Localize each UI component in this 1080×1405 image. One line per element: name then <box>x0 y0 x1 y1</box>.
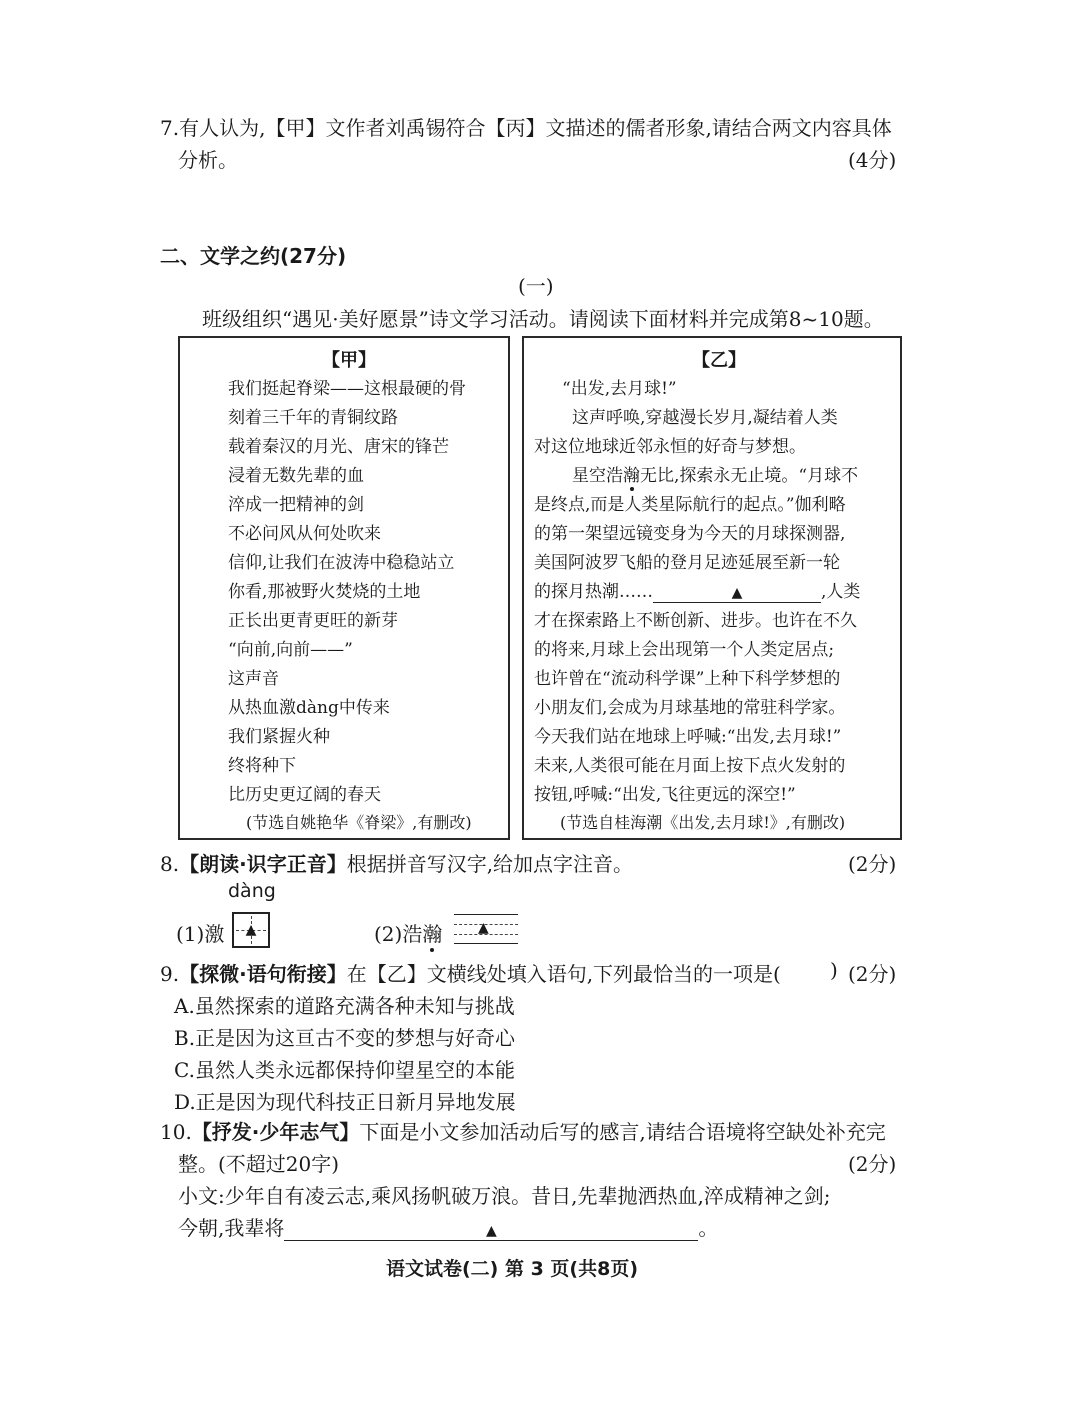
q9-heading <box>160 958 781 987</box>
yi-prose-line: 是终点,而是人类星际航行的起点。”伽利略 <box>534 495 846 515</box>
jia-poem-line: 从热血激dàng中传来 <box>228 698 390 718</box>
jia-poem-line: 我们紧握火种 <box>228 727 330 747</box>
q10-line2: 整。(不超过20字) <box>178 1152 340 1176</box>
q9-score: (2分) <box>848 962 897 986</box>
jia-poem-line: 这声音 <box>228 669 279 689</box>
q10-tag: 【抒发·少年志气】 <box>191 1120 360 1144</box>
jia-poem-line: 信仰,让我们在波涛中稳稳站立 <box>228 553 455 573</box>
jia-source: (节选自姚艳华《脊梁》,有删改) <box>246 813 472 832</box>
yi-prose-line: 才在探索路上不断创新、进步。也许在不久 <box>534 611 857 631</box>
q10-answer-blank[interactable] <box>284 1216 698 1241</box>
jia-poem-line: 淬成一把精神的剑 <box>228 495 364 515</box>
section-title: 二、文学之约(27分) <box>160 244 347 268</box>
q9-option[interactable]: A.虽然探索的道路充满各种未知与挑战 <box>174 994 515 1018</box>
jia-poem-line: 你看,那被野火焚烧的土地 <box>228 582 421 602</box>
jia-poem-line: 我们挺起脊梁——这根最硬的骨 <box>228 379 466 399</box>
jia-poem-line: 终将种下 <box>228 756 296 776</box>
q7-line2: 分析。 <box>178 148 238 172</box>
yi-line-part: 星空浩 <box>572 466 623 486</box>
q10-score: (2分) <box>848 1152 897 1176</box>
q8-item2-prefix: (2)浩 <box>374 922 423 946</box>
q8-pinyin-answer-lines[interactable] <box>454 914 518 944</box>
yi-line-part: 的探月热潮…… <box>534 582 653 602</box>
jia-poem-line: “向前,向前——” <box>228 640 353 660</box>
q9-number: 9. <box>160 962 180 986</box>
yi-box <box>522 336 902 840</box>
q10-line3: 小文:少年自有凌云志,乘风扬帆破万浪。昔日,先辈抛洒热血,淬成精神之剑; <box>178 1184 831 1208</box>
yi-line-part: ,人类 <box>821 582 861 602</box>
yi-answer-blank[interactable] <box>653 582 821 603</box>
yi-prose-line <box>534 577 860 603</box>
q8-pinyin: dàng <box>228 880 276 902</box>
page-footer: 语文试卷(二) 第 3 页(共8页) <box>386 1258 639 1280</box>
yi-prose-line: 小朋友们,会成为月球基地的常驻科学家。 <box>534 698 846 718</box>
q8-item2-dotted-char: 瀚 <box>422 918 442 947</box>
section-intro: 班级组织“遇见·美好愿景”诗文学习活动。请阅读下面材料并完成第8~10题。 <box>202 307 884 331</box>
blank-triangle-icon: ▲ <box>478 920 489 936</box>
q8-item1-label: (1)激 <box>176 922 225 946</box>
yi-title: 【乙】 <box>692 350 746 371</box>
q8-number: 8. <box>160 852 180 876</box>
q10-line4 <box>178 1212 718 1241</box>
jia-poem-line: 载着秦汉的月光、唐宋的锋芒 <box>228 437 449 457</box>
q7-line1: 7.有人认为,【甲】文作者刘禹锡符合【丙】文描述的儒者形象,请结合两文内容具体 <box>160 116 892 140</box>
yi-prose-line: 对这位地球近邻永恒的好奇与梦想。 <box>534 437 806 457</box>
q8-item2-label <box>374 918 442 947</box>
jia-box <box>178 336 510 840</box>
q9-tag: 【探微·语句衔接】 <box>179 962 347 986</box>
jia-poem-line: 比历史更辽阔的春天 <box>228 785 381 805</box>
q8-score: (2分) <box>848 852 897 876</box>
yi-prose-line: 的将来,月球上会出现第一个人类定居点; <box>534 640 835 660</box>
jia-poem-line: 正长出更青更旺的新芽 <box>228 611 398 631</box>
q9-option[interactable]: C.虽然人类永远都保持仰望星空的本能 <box>174 1058 515 1082</box>
q7-score: (4分) <box>848 148 897 172</box>
q8-answer-box[interactable] <box>232 912 270 948</box>
yi-prose-line: “出发,去月球!” <box>562 379 677 399</box>
q10-number: 10. <box>160 1120 192 1144</box>
section-subtitle: (一) <box>518 274 554 298</box>
q10-heading <box>160 1116 886 1145</box>
q9-option[interactable]: D.正是因为现代科技正日新月异地发展 <box>174 1090 516 1114</box>
q8-text: 根据拼音写汉字,给加点字注音。 <box>346 852 634 876</box>
q9-paren-close: ) <box>830 958 838 982</box>
q9-text: 在【乙】文横线处填入语句,下列最恰当的一项是( <box>346 962 781 986</box>
q9-option[interactable]: B.正是因为这亘古不变的梦想与好奇心 <box>174 1026 516 1050</box>
jia-poem-line: 浸着无数先辈的血 <box>228 466 364 486</box>
blank-triangle-icon: ▲ <box>245 922 257 938</box>
jia-poem-line: 刻着三千年的青铜纹路 <box>228 408 398 428</box>
blank-triangle-icon: ▲ <box>731 585 743 601</box>
yi-prose-line: 的第一架望远镜变身为今天的月球探测器, <box>534 524 846 544</box>
yi-source: (节选自桂海潮《出发,去月球!》,有删改) <box>560 813 846 832</box>
q10-line4-prefix: 今朝,我辈将 <box>178 1216 285 1240</box>
q8-tag: 【朗读·识字正音】 <box>179 852 347 876</box>
q10-text: 下面是小文参加活动后写的感言,请结合语境将空缺处补充完 <box>359 1120 886 1144</box>
yi-line-part: 无比,探索永无止境。“月球不 <box>640 466 859 486</box>
yi-prose-line: 按钮,呼喊:“出发,飞往更远的深空!” <box>534 785 796 805</box>
yi-prose-line <box>572 461 858 486</box>
yi-prose-line: 也许曾在“流动科学课”上种下科学梦想的 <box>534 669 841 689</box>
jia-poem-line: 不必问风从何处吹来 <box>228 524 381 544</box>
yi-prose-line: 美国阿波罗飞船的登月足迹延展至新一轮 <box>534 553 840 573</box>
yi-dotted-char: 瀚 <box>623 461 640 486</box>
yi-prose-line: 未来,人类很可能在月面上按下点火发射的 <box>534 756 846 776</box>
q8-heading <box>160 848 633 877</box>
jia-title: 【甲】 <box>322 350 376 371</box>
blank-triangle-icon: ▲ <box>485 1223 497 1239</box>
yi-prose-line: 这声呼唤,穿越漫长岁月,凝结着人类 <box>572 408 838 428</box>
yi-prose-line: 今天我们站在地球上呼喊:“出发,去月球!” <box>534 727 842 747</box>
q10-line4-suffix: 。 <box>698 1216 719 1240</box>
